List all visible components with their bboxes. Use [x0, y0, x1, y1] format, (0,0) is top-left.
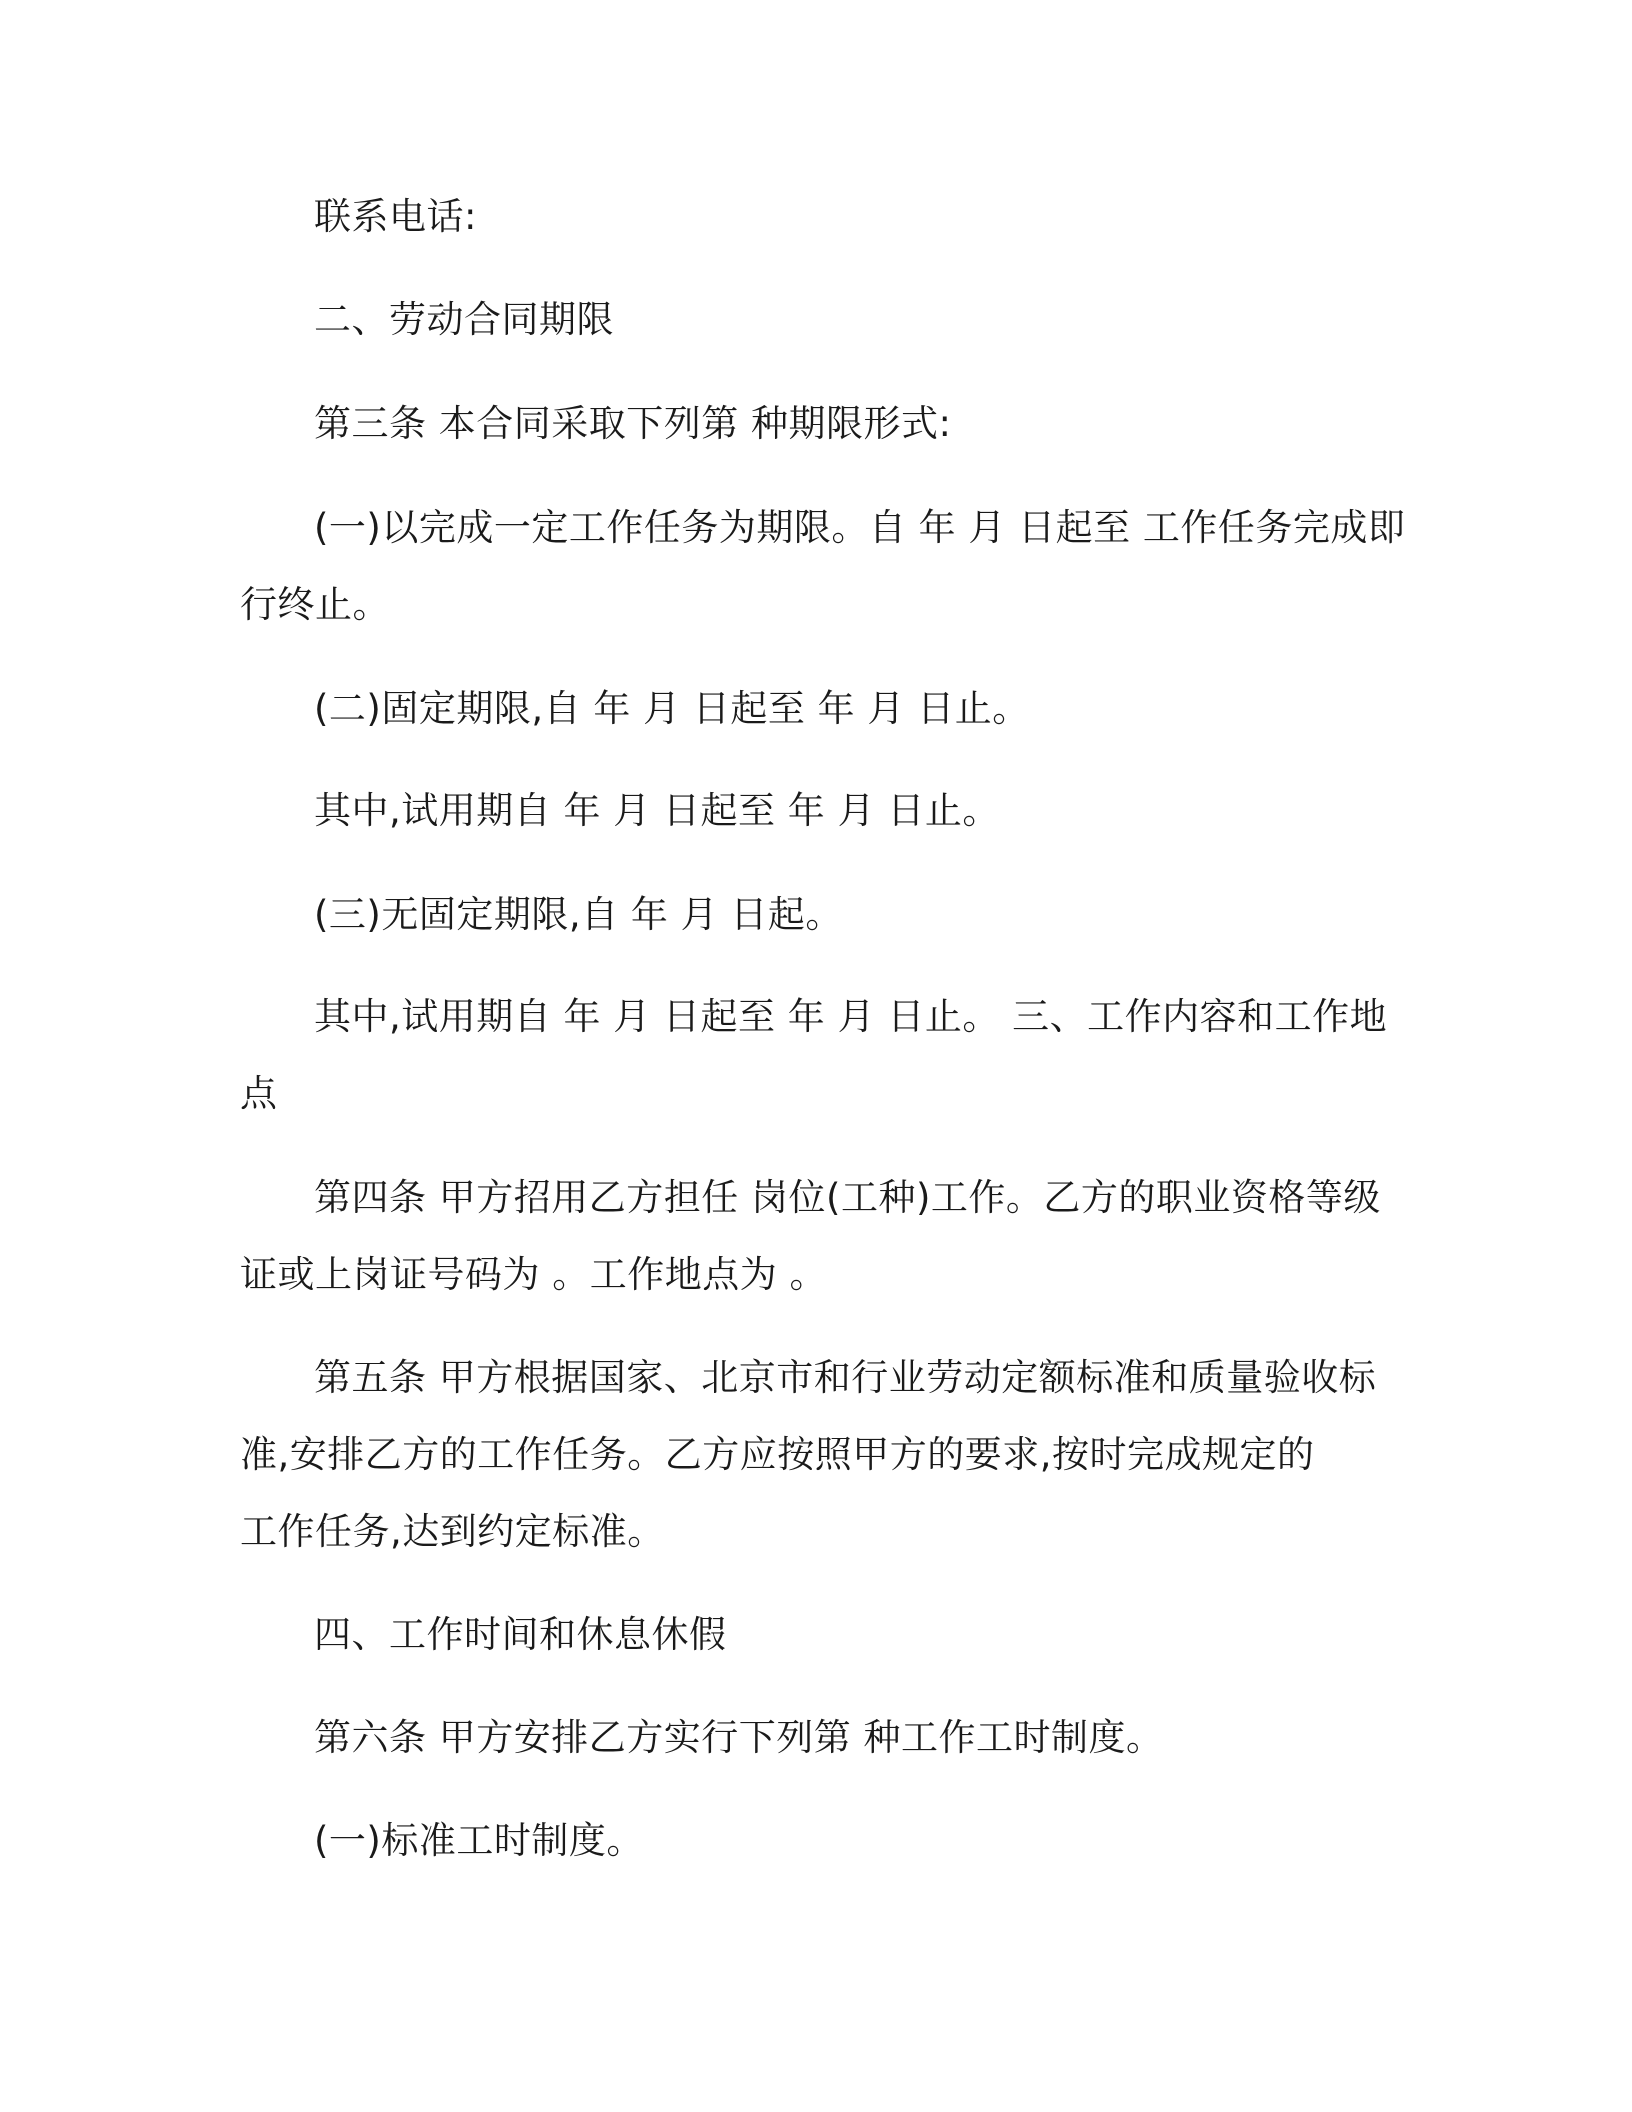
section-heading-contract-term: 二、劳动合同期限 — [314, 298, 614, 341]
article-5-line-1: 第五条 甲方根据国家、北京市和行业劳动定额标准和质量验收标 — [314, 1356, 1377, 1399]
article-5-line-3: 工作任务,达到约定标准。 — [240, 1510, 665, 1553]
article-4-line-2: 证或上岗证号码为 。工作地点为 。 — [240, 1253, 828, 1296]
standard-hours-line: (一)标准工时制度。 — [314, 1819, 644, 1862]
article-3-line: 第三条 本合同采取下列第 种期限形式: — [314, 402, 952, 445]
probation-line-2: 其中,试用期自 年 月 日起至 年 月 日止。 三、工作内容和工作地 — [314, 995, 1388, 1038]
contact-phone-line: 联系电话: — [314, 195, 477, 238]
clause-2-line: (二)固定期限,自 年 月 日起至 年 月 日止。 — [314, 687, 1030, 730]
article-4-line-1: 第四条 甲方招用乙方担任 岗位(工种)工作。乙方的职业资格等级 — [314, 1176, 1381, 1219]
clause-1-line-2: 行终止。 — [240, 583, 390, 626]
article-5-line-2: 准,安排乙方的工作任务。乙方应按照甲方的要求,按时完成规定的 — [240, 1433, 1315, 1476]
section-heading-working-hours: 四、工作时间和休息休假 — [314, 1613, 727, 1656]
article-6-line: 第六条 甲方安排乙方实行下列第 种工作工时制度。 — [314, 1716, 1164, 1759]
probation-line-1: 其中,试用期自 年 月 日起至 年 月 日止。 — [314, 789, 1000, 832]
probation-line-2-wrap: 点 — [240, 1072, 278, 1115]
clause-3-line: (三)无固定期限,自 年 月 日起。 — [314, 893, 843, 936]
clause-1-line-1: (一)以完成一定工作任务为期限。自 年 月 日起至 工作任务完成即 — [314, 506, 1406, 549]
